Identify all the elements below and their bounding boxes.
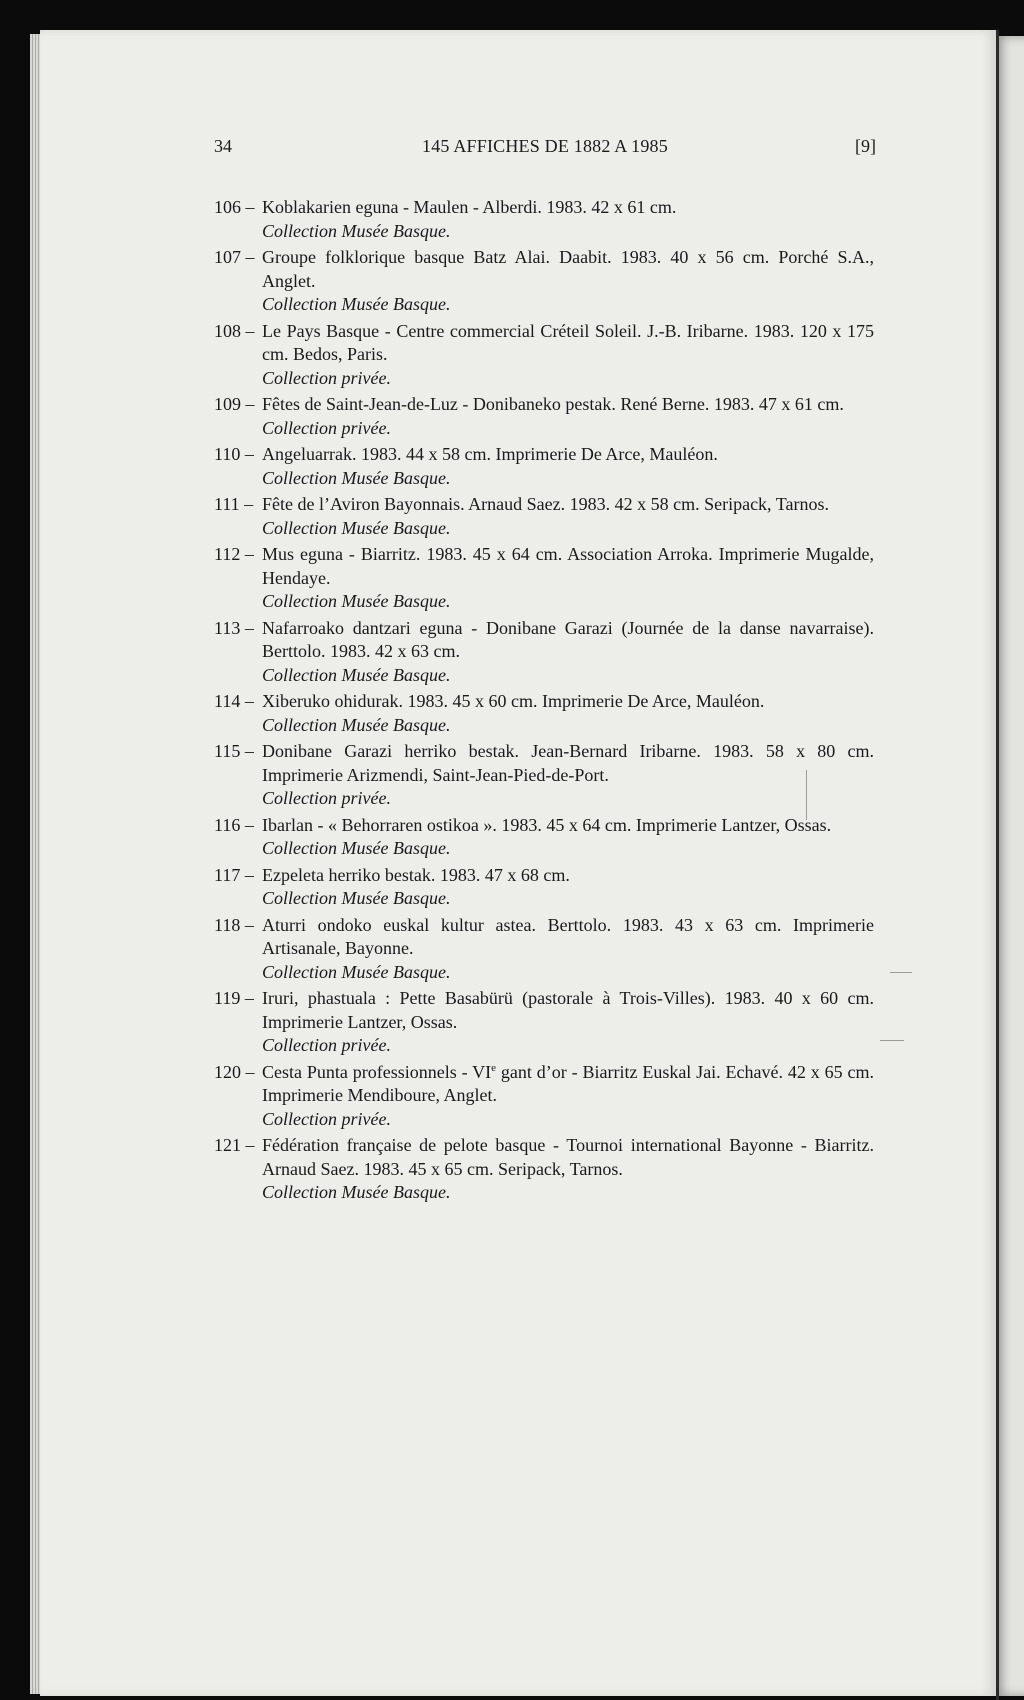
- entry-number: 121: [214, 1135, 241, 1155]
- running-title: 145 AFFICHES DE 1882 A 1985: [422, 136, 668, 156]
- entry-description: Aturri ondoko euskal kultur astea. Berttolo. 1983. 43 x 63 cm. Imprimerie Artisanale, Bayonne.: [262, 914, 874, 958]
- ordinal-superscript: e: [491, 1061, 497, 1074]
- entry-collection: Collection Musée Basque.: [262, 517, 451, 538]
- entry-description: Ibarlan - « Behorraren ostikoa ». 1983. 45 x 64 cm. Imprimerie Lantzer, Ossas.: [262, 814, 832, 835]
- entry-description: Iruri, phastuala : Pette Basabürü (pastorale à Trois-Villes). 1983. 40 x 60 cm. Imprimerie Lantzer, Ossas.: [262, 988, 874, 1032]
- stray-mark: [880, 1040, 904, 1041]
- facing-page-edge: [996, 36, 1024, 1696]
- entry-collection: Collection Musée Basque.: [262, 220, 451, 241]
- catalogue-entry: 108 – Le Pays Basque - Centre commercial Créteil Soleil. J.-B. Iribarne. 1983. 120 x 175 cm. Bedos, Paris. Collection privée.: [214, 320, 874, 391]
- entry-description: Cesta Punta professionnels - VIe gant d’or - Biarritz Euskal Jai. Echavé. 42 x 65 cm. Imprimerie Mendiboure, Anglet.: [262, 1061, 874, 1105]
- entry-collection: Collection Musée Basque.: [262, 294, 451, 314]
- entry-description: Ezpeleta herriko bestak. 1983. 47 x 68 cm.: [262, 864, 570, 885]
- entry-number: 118: [214, 914, 241, 935]
- entry-description: Le Pays Basque - Centre commercial Créteil Soleil. J.-B. Iribarne. 1983. 120 x 175 cm. Bedos, Paris.: [262, 320, 874, 364]
- entry-number: 119: [214, 988, 241, 1008]
- catalogue-entry: 111 – Fête de l’Aviron Bayonnais. Arnaud Saez. 1983. 42 x 58 cm. Seripack, Tarnos. Collection Musée Basque.: [214, 493, 874, 540]
- entry-collection: Collection privée.: [262, 1035, 391, 1055]
- entry-collection: Collection privée.: [262, 367, 391, 388]
- catalogue-entry: 113 – Nafarroako dantzari eguna - Donibane Garazi (Journée de la danse navarraise). Berttolo. 1983. 42 x 63 cm. Collection Musée Basque.: [214, 617, 874, 688]
- entry-description: Fédération française de pelote basque - Tournoi international Bayonne - Biarritz. Arnaud Saez. 1983. 45 x 65 cm. Seripack, Tarnos.: [262, 1135, 874, 1179]
- section-reference: [9]: [855, 136, 876, 156]
- catalogue-entry: 121 – Fédération française de pelote basque - Tournoi international Bayonne - Biarritz. Arnaud Saez. 1983. 45 x 65 cm. Seripack, Tarnos. Collection Musée Basque.: [214, 1134, 874, 1205]
- entry-collection: Collection Musée Basque.: [262, 838, 451, 858]
- catalogue-entry: 116 – Ibarlan - « Behorraren ostikoa ». 1983. 45 x 64 cm. Imprimerie Lantzer, Ossas. Collection Musée Basque.: [214, 814, 874, 861]
- catalogue-entry: 117 – Ezpeleta herriko bestak. 1983. 47 x 68 cm. Collection Musée Basque.: [214, 864, 874, 911]
- entry-number: 108: [214, 320, 241, 341]
- stray-mark: [890, 972, 912, 973]
- entry-collection: Collection Musée Basque.: [262, 1182, 451, 1202]
- entry-collection: Collection Musée Basque.: [262, 664, 451, 685]
- catalogue-entry: 118 – Aturri ondoko euskal kultur astea. Berttolo. 1983. 43 x 63 cm. Imprimerie Artisanale, Bayonne. Collection Musée Basque.: [214, 914, 874, 985]
- catalogue-entry: 120 – Cesta Punta professionnels - VIe gant d’or - Biarritz Euskal Jai. Echavé. 42 x 65 cm. Imprimerie Mendiboure, Anglet. Collection privée.: [214, 1061, 874, 1132]
- catalogue-entry: 106 – Koblakarien eguna - Maulen - Alberdi. 1983. 42 x 61 cm. Collection Musée Basque.: [214, 196, 874, 243]
- catalogue-entry: 110 – Angeluarrak. 1983. 44 x 58 cm. Imprimerie De Arce, Mauléon. Collection Musée Basque.: [214, 443, 874, 490]
- entry-description: Groupe folklorique basque Batz Alai. Daabit. 1983. 40 x 56 cm. Porché S.A., Anglet.: [262, 247, 874, 291]
- page-number: 34: [214, 136, 232, 156]
- entry-collection: Collection privée.: [262, 417, 391, 438]
- running-header: [214, 136, 876, 162]
- entry-description: Fêtes de Saint-Jean-de-Luz - Donibaneko pestak. René Berne. 1983. 47 x 61 cm.: [262, 394, 844, 414]
- entry-description: Angeluarrak. 1983. 44 x 58 cm. Imprimerie De Arce, Mauléon.: [262, 444, 718, 464]
- catalogue-entry: 112 – Mus eguna - Biarritz. 1983. 45 x 64 cm. Association Arroka. Imprimerie Mugalde, Hendaye. Collection Musée Basque.: [214, 543, 874, 614]
- binding-gutter: [996, 30, 999, 1700]
- entry-number: 111: [214, 494, 240, 514]
- entry-number: 116: [214, 814, 241, 835]
- entry-collection: Collection privée.: [262, 1108, 391, 1129]
- entry-number: 110: [214, 444, 241, 464]
- entry-description: Donibane Garazi herriko bestak. Jean-Bernard Iribarne. 1983. 58 x 80 cm. Imprimerie Arizmendi, Saint-Jean-Pied-de-Port.: [262, 741, 874, 785]
- entry-collection: Collection Musée Basque.: [262, 591, 451, 611]
- catalogue-entries: [214, 196, 874, 1208]
- catalogue-entry: 114 – Xiberuko ohidurak. 1983. 45 x 60 cm. Imprimerie De Arce, Mauléon. Collection Musée Basque.: [214, 690, 874, 737]
- catalogue-entry: 119 – Iruri, phastuala : Pette Basabürü (pastorale à Trois-Villes). 1983. 40 x 60 cm. Imprimerie Lantzer, Ossas. Collection privée.: [214, 987, 874, 1058]
- entry-number: 120: [214, 1061, 241, 1082]
- entry-collection: Collection Musée Basque.: [262, 467, 451, 488]
- entry-description: Koblakarien eguna - Maulen - Alberdi. 1983. 42 x 61 cm.: [262, 197, 677, 217]
- entry-number: 114: [214, 691, 241, 711]
- entry-description: Mus eguna - Biarritz. 1983. 45 x 64 cm. Association Arroka. Imprimerie Mugalde, Hendaye.: [262, 544, 874, 588]
- catalogue-entry: 115 – Donibane Garazi herriko bestak. Jean-Bernard Iribarne. 1983. 58 x 80 cm. Imprimerie Arizmendi, Saint-Jean-Pied-de-Port. Collection privée.: [214, 740, 874, 811]
- entry-number: 107: [214, 247, 241, 267]
- entry-collection: Collection Musée Basque.: [262, 714, 451, 735]
- entry-number: 109: [214, 394, 241, 414]
- entry-description: Xiberuko ohidurak. 1983. 45 x 60 cm. Imprimerie De Arce, Mauléon.: [262, 691, 765, 711]
- catalogue-entry: 109 – Fêtes de Saint-Jean-de-Luz - Donibaneko pestak. René Berne. 1983. 47 x 61 cm. Collection privée.: [214, 393, 874, 440]
- entry-number: 106: [214, 197, 241, 217]
- entry-number: 113: [214, 617, 241, 638]
- entry-number: 112: [214, 544, 241, 564]
- entry-collection: Collection Musée Basque.: [262, 961, 451, 982]
- catalogue-entry: 107 – Groupe folklorique basque Batz Alai. Daabit. 1983. 40 x 56 cm. Porché S.A., Anglet. Collection Musée Basque.: [214, 246, 874, 317]
- entry-description: Fête de l’Aviron Bayonnais. Arnaud Saez. 1983. 42 x 58 cm. Seripack, Tarnos.: [262, 494, 829, 514]
- entry-number: 115: [214, 741, 241, 761]
- entry-collection: Collection Musée Basque.: [262, 888, 451, 908]
- entry-collection: Collection privée.: [262, 788, 391, 808]
- entry-description: Nafarroako dantzari eguna - Donibane Garazi (Journée de la danse navarraise). Berttolo. 1983. 42 x 63 cm.: [262, 617, 874, 661]
- entry-number: 117: [214, 864, 241, 885]
